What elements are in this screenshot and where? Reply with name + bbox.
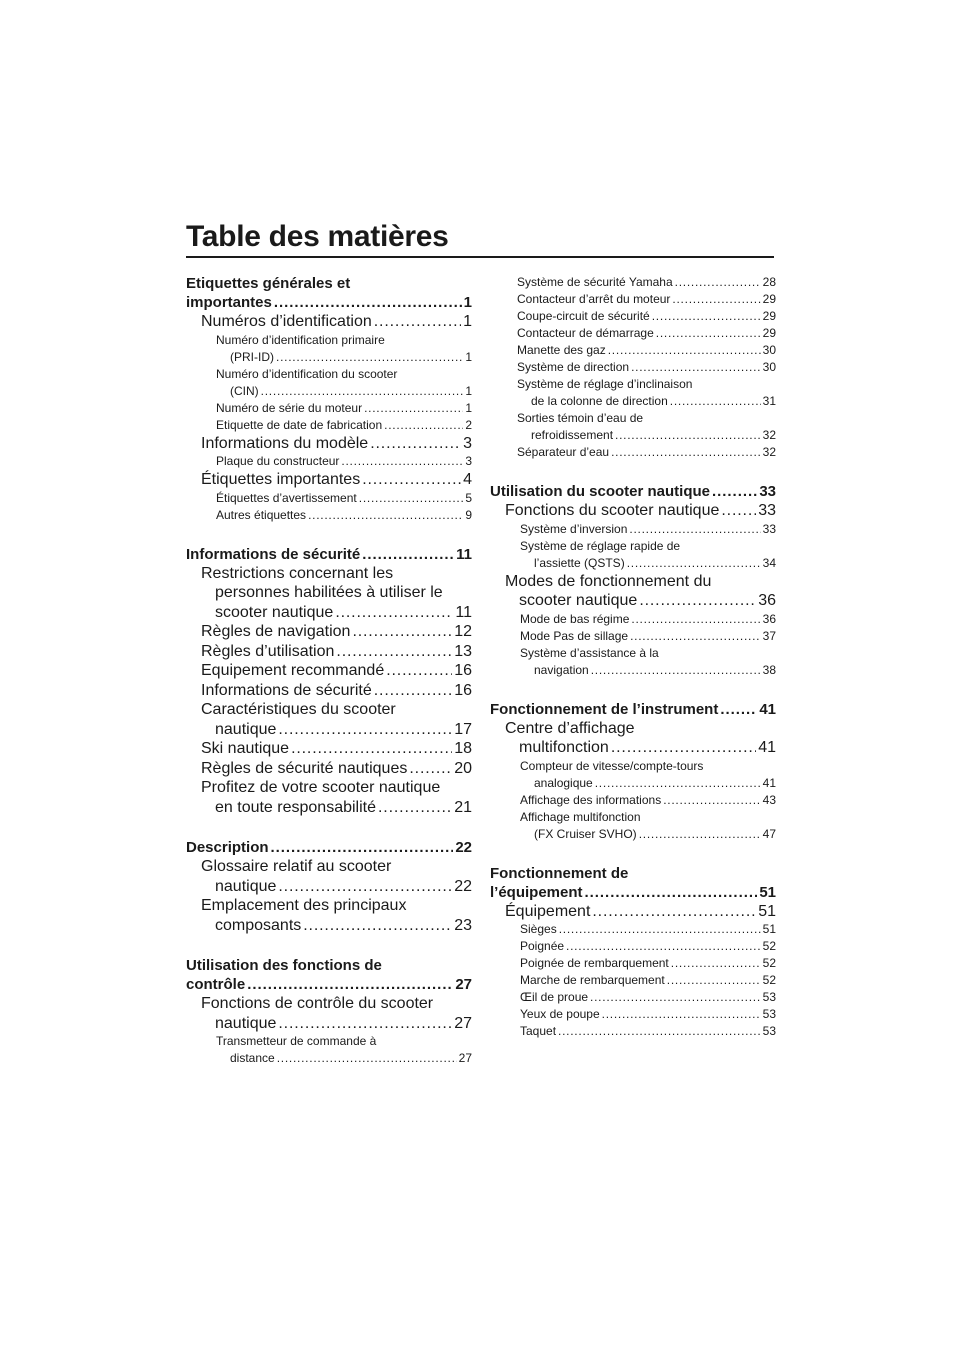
toc-page-number: 32: [762, 428, 776, 442]
toc-entry-text: Manette des gaz: [517, 343, 606, 357]
toc-entry-text: Système d’inversion: [520, 521, 628, 536]
toc-column-left: [186, 274, 472, 1067]
dot-leader: [276, 349, 463, 366]
toc-page-number: 2: [465, 417, 472, 432]
toc-entry-level-2[interactable]: [186, 759, 472, 779]
toc-page-number: 28: [762, 275, 776, 289]
toc-entry-level-1[interactable]: [186, 838, 472, 857]
toc-entry-level-3[interactable]: [490, 308, 776, 325]
dot-leader: [278, 877, 452, 897]
dot-leader: [278, 1014, 452, 1034]
toc-entry-level-1[interactable]: [490, 482, 776, 501]
toc-page-number: 1: [465, 400, 472, 415]
dot-leader: [359, 490, 464, 507]
toc-page-number: 29: [762, 292, 776, 306]
toc-entry-text: Numéro d’identification primaire: [216, 332, 385, 347]
toc-entry-text: importantes: [186, 294, 272, 311]
toc-entry-text: Autres étiquettes: [216, 507, 307, 522]
toc-entry-level-3[interactable]: [186, 507, 472, 524]
toc-entry-text: Contacteur d’arrêt du moteur: [517, 292, 671, 306]
dot-leader: [629, 521, 760, 538]
dot-leader: [721, 501, 756, 521]
toc-entry-level-3[interactable]: [490, 921, 776, 938]
toc-entry-text: Glossaire relatif au scooter: [201, 858, 392, 875]
toc-entry-text: navigation: [534, 662, 589, 677]
toc-entry-text: Système de réglage d’inclinaison: [517, 377, 693, 391]
toc-page-number: 1: [463, 313, 472, 330]
toc-entry-text: Caractéristiques du scooter: [201, 701, 396, 718]
toc-entry-text: personnes habilitées à utiliser le: [215, 584, 443, 601]
toc-entry-text: nautique: [215, 720, 277, 738]
toc-entry-level-3[interactable]: [490, 972, 776, 989]
dot-leader: [720, 700, 757, 719]
toc-entry-text: (FX Cruiser SVHO): [534, 826, 637, 841]
dot-leader: [639, 591, 756, 611]
dot-leader: [611, 444, 761, 461]
toc-entry-text: Système de direction: [517, 360, 630, 374]
toc-entry-text: Taquet: [520, 1024, 557, 1038]
toc-page-number: 1: [463, 294, 472, 311]
section-gap: [186, 817, 472, 838]
toc-entry-level-3[interactable]: [490, 611, 776, 628]
toc-entry-level-2[interactable]: [186, 642, 472, 662]
dot-leader: [671, 955, 761, 972]
dot-leader: [592, 902, 756, 922]
toc-page-number: 53: [762, 990, 776, 1004]
toc-entry-level-1[interactable]: [186, 956, 472, 994]
toc-entry-text: Informations de sécurité: [201, 681, 372, 699]
dot-leader: [374, 312, 461, 332]
toc-entry-level-2[interactable]: [186, 681, 472, 701]
page-title: Table des matières: [186, 220, 449, 253]
toc-page-number: 33: [759, 483, 776, 500]
toc-entry-level-2[interactable]: [490, 719, 776, 758]
dot-leader: [386, 661, 452, 681]
dot-leader: [585, 883, 758, 902]
toc-page-number: 51: [758, 902, 776, 920]
toc-entry-text: Equipement recommandé: [201, 662, 385, 679]
toc-entry-text: composants: [215, 916, 302, 934]
toc-entry-text: Équipement: [505, 902, 591, 920]
toc-page-number: 51: [762, 922, 776, 936]
toc-entry-level-2[interactable]: [186, 661, 472, 681]
toc-entry-level-3[interactable]: [186, 400, 472, 417]
toc-entry-text: Étiquettes d’avertissement: [216, 490, 357, 505]
toc-page-number: 27: [454, 1014, 472, 1032]
toc-entry-level-3[interactable]: [490, 538, 776, 572]
toc-page-number: 22: [455, 839, 472, 856]
toc-entry-level-2[interactable]: [186, 622, 472, 642]
dot-leader: [615, 427, 761, 444]
toc-page-number: 12: [454, 623, 472, 640]
dot-leader: [667, 972, 761, 989]
dot-leader: [670, 393, 761, 410]
title-divider: [186, 256, 774, 258]
toc-page-number: 13: [454, 642, 472, 660]
toc-entry-level-3[interactable]: [490, 792, 776, 809]
toc-column-right: [490, 274, 776, 1040]
toc-entry-level-3[interactable]: [490, 521, 776, 538]
dot-leader: [374, 681, 452, 701]
toc-page-number: 5: [465, 490, 472, 505]
dot-leader: [631, 611, 760, 628]
toc-entry-text: Utilisation du scooter nautique: [490, 483, 711, 500]
dot-leader: [247, 975, 453, 994]
toc-entry-text: Mode Pas de sillage: [520, 628, 629, 643]
toc-entry-level-3[interactable]: [490, 628, 776, 645]
toc-entry-level-3[interactable]: [186, 453, 472, 470]
dot-leader: [630, 628, 761, 645]
dot-leader: [261, 383, 464, 400]
toc-entry-level-1[interactable]: [490, 700, 776, 719]
toc-entry-level-2[interactable]: [186, 896, 472, 935]
toc-entry-level-3[interactable]: [490, 325, 776, 342]
toc-page-number: 43: [762, 792, 776, 807]
dot-leader: [277, 1050, 457, 1067]
toc-page-number: 27: [455, 976, 472, 993]
dot-leader: [370, 434, 461, 454]
toc-page-number: 33: [762, 521, 776, 536]
dot-leader: [656, 325, 761, 342]
toc-page-number: 23: [454, 916, 472, 934]
dot-leader: [591, 662, 761, 679]
toc-page-number: 30: [762, 360, 776, 374]
dot-leader: [291, 739, 452, 759]
toc-entry-text: Compteur de vitesse/compte-tours: [520, 758, 704, 773]
toc-page-number: 21: [454, 798, 472, 816]
dot-leader: [364, 400, 463, 417]
toc-page-number: 52: [762, 973, 776, 987]
toc-entry-level-3[interactable]: [490, 444, 776, 461]
toc-page-number: 29: [762, 326, 776, 340]
toc-entry-level-3[interactable]: [186, 490, 472, 507]
toc-entry-text: Etiquette de date de fabrication: [216, 417, 383, 432]
dot-leader: [627, 555, 761, 572]
toc-page-number: 51: [759, 883, 776, 901]
toc-page-number: 1: [465, 383, 472, 398]
toc-entry-text: en toute responsabilité: [215, 798, 376, 816]
toc-page-number: 41: [758, 739, 776, 756]
toc-entry-text: Système d’assistance à la: [520, 645, 659, 660]
toc-entry-level-3[interactable]: [490, 274, 776, 291]
toc-entry-text: l’équipement: [490, 883, 583, 901]
toc-page-number: 37: [762, 628, 776, 643]
toc-entry-level-3[interactable]: [490, 291, 776, 308]
dot-leader: [362, 545, 454, 564]
toc-page-number: 27: [458, 1051, 472, 1065]
toc-entry-text: Fonctions du scooter nautique: [505, 502, 720, 519]
toc-entry-text: Œil de proue: [520, 990, 589, 1004]
toc-entry-text: Numéro d’identification du scooter: [216, 366, 398, 381]
toc-entry-text: Coupe-circuit de sécurité: [517, 309, 650, 323]
toc-entry-text: Affichage multifonction: [520, 809, 641, 824]
toc-entry-level-3[interactable]: [490, 989, 776, 1006]
dot-leader: [712, 482, 757, 501]
toc-entry-text: Règles de sécurité nautiques: [201, 759, 408, 777]
toc-entry-level-3[interactable]: [490, 645, 776, 679]
toc-entry-level-2[interactable]: [490, 902, 776, 922]
toc-entry-level-3[interactable]: [490, 410, 776, 444]
toc-page-number: 22: [454, 877, 472, 895]
dot-leader: [590, 989, 761, 1006]
toc-entry-text: Etiquettes générales et: [186, 275, 351, 292]
toc-page-number: 47: [762, 826, 776, 841]
toc-entry-text: Transmetteur de commande à: [216, 1034, 377, 1048]
toc-entry-text: (PRI-ID): [230, 349, 274, 364]
dot-leader: [378, 798, 452, 818]
toc-entry-level-3[interactable]: [490, 809, 776, 843]
toc-page-number: 4: [463, 471, 472, 488]
toc-entry-level-1[interactable]: [490, 864, 776, 902]
dot-leader: [663, 792, 760, 809]
toc-entry-level-3[interactable]: [490, 342, 776, 359]
toc-entry-text: Séparateur d’eau: [517, 445, 610, 459]
toc-entry-text: Yeux de poupe: [520, 1007, 600, 1021]
toc-entry-text: Poignée: [520, 939, 565, 953]
dot-leader: [409, 759, 452, 779]
dot-leader: [652, 308, 761, 325]
section-gap: [186, 935, 472, 956]
toc-page-number: 30: [762, 343, 776, 357]
dot-leader: [362, 470, 461, 490]
toc-page-number: 20: [454, 759, 472, 777]
dot-leader: [271, 838, 454, 857]
toc-entry-level-3[interactable]: [490, 1023, 776, 1040]
toc-entry-level-2[interactable]: [186, 778, 472, 817]
toc-entry-level-2[interactable]: [186, 312, 472, 332]
toc-entry-text: Ski nautique: [201, 740, 290, 757]
toc-page-number: 3: [465, 454, 472, 468]
toc-entry-text: Informations du modèle: [201, 434, 369, 452]
toc-entry-text: Règles de navigation: [201, 623, 351, 640]
toc-entry-level-2[interactable]: [186, 857, 472, 896]
toc-page-number: 16: [454, 662, 472, 679]
toc-entry-text: nautique: [215, 877, 277, 895]
dot-leader: [278, 720, 452, 740]
toc-entry-level-3[interactable]: [490, 1006, 776, 1023]
toc-entry-text: l’assiette (QSTS): [534, 555, 625, 570]
toc-entry-text: Fonctions de contrôle du scooter: [201, 995, 434, 1012]
toc-entry-level-3[interactable]: [186, 332, 472, 366]
toc-page-number: 11: [455, 603, 472, 621]
toc-entry-level-3[interactable]: [490, 955, 776, 972]
toc-page-number: 33: [758, 502, 776, 519]
dot-leader: [672, 291, 760, 308]
toc-entry-text: Système de réglage rapide de: [520, 538, 681, 553]
toc-entry-level-2[interactable]: [186, 700, 472, 739]
dot-leader: [631, 359, 761, 376]
toc-entry-text: Utilisation des fonctions de: [186, 957, 382, 974]
toc-entry-level-2[interactable]: [490, 501, 776, 521]
dot-leader: [566, 938, 761, 955]
toc-entry-text: Description: [186, 839, 269, 856]
toc-entry-level-3[interactable]: [186, 366, 472, 400]
toc-page-number: 38: [762, 662, 776, 677]
toc-entry-level-1[interactable]: [186, 274, 472, 312]
toc-entry-level-2[interactable]: [186, 739, 472, 759]
toc-entry-text: Affichage des informations: [520, 792, 662, 807]
toc-page-number: 41: [762, 775, 776, 790]
dot-leader: [558, 1023, 761, 1040]
toc-page-number: 53: [762, 1024, 776, 1038]
toc-entry-text: Centre d’affichage: [505, 719, 635, 737]
toc-entry-text: Poignée de rembarquement: [520, 956, 669, 970]
toc-entry-level-2[interactable]: [186, 564, 472, 623]
toc-entry-text: Numéro de série du moteur: [216, 400, 363, 415]
dot-leader: [602, 1006, 761, 1023]
toc-entry-text: Numéros d’identification: [201, 313, 372, 330]
toc-entry-text: Informations de sécurité: [186, 545, 361, 563]
toc-page-number: 41: [759, 700, 776, 718]
toc-entry-text: Marche de rembarquement: [520, 973, 665, 987]
section-gap: [490, 843, 776, 864]
toc-entry-text: Règles d’utilisation: [201, 642, 335, 660]
toc-entry-text: Emplacement des principaux: [201, 897, 407, 914]
toc-page-number: 9: [465, 507, 472, 522]
section-gap: [490, 679, 776, 700]
toc-entry-text: Étiquettes importantes: [201, 471, 361, 488]
toc-entry-text: Fonctionnement de l’instrument: [490, 700, 719, 718]
dot-leader: [595, 775, 761, 792]
toc-entry-text: Profitez de votre scooter nautique: [201, 779, 441, 796]
toc-entry-text: analogique: [534, 775, 593, 790]
toc-page-number: 3: [463, 434, 472, 452]
toc-page-number: 29: [762, 309, 776, 323]
toc-entry-level-3[interactable]: [490, 376, 776, 410]
dot-leader: [341, 453, 463, 470]
dot-leader: [608, 342, 761, 359]
toc-page-number: 36: [758, 592, 776, 609]
toc-entry-level-3[interactable]: [490, 359, 776, 376]
toc-entry-text: refroidissement: [531, 428, 614, 442]
toc-entry-text: scooter nautique: [215, 603, 334, 621]
toc-entry-level-2[interactable]: [186, 470, 472, 490]
toc-entry-text: multifonction: [519, 739, 609, 756]
toc-page-number: 31: [762, 394, 776, 408]
toc-entry-text: Plaque du constructeur: [216, 454, 340, 468]
toc-entry-level-3[interactable]: [186, 1033, 472, 1067]
toc-page-number: 52: [762, 939, 776, 953]
toc-entry-level-3[interactable]: [490, 758, 776, 792]
toc-entry-text: Contacteur de démarrage: [517, 326, 654, 340]
toc-page-number: 17: [454, 720, 472, 738]
toc-entry-text: Fonctionnement de: [490, 864, 629, 882]
toc-page-number: 32: [762, 445, 776, 459]
dot-leader: [384, 417, 463, 434]
dot-leader: [335, 603, 453, 623]
toc-entry-level-2[interactable]: [490, 572, 776, 611]
toc-page-number: 18: [454, 740, 472, 757]
toc-entry-level-2[interactable]: [186, 994, 472, 1033]
dot-leader: [639, 826, 761, 843]
toc-entry-text: distance: [230, 1051, 275, 1065]
toc-page-number: 1: [465, 349, 472, 364]
toc-entry-level-2[interactable]: [186, 434, 472, 454]
toc-entry-level-3[interactable]: [186, 417, 472, 434]
toc-entry-level-3[interactable]: [490, 938, 776, 955]
toc-entry-text: Modes de fonctionnement du: [505, 572, 712, 590]
toc-page-number: 53: [762, 1007, 776, 1021]
dot-leader: [559, 921, 761, 938]
toc-entry-text: Sorties témoin d’eau de: [517, 411, 644, 425]
toc-page-number: 11: [456, 545, 472, 563]
dot-leader: [675, 274, 761, 291]
dot-leader: [303, 916, 452, 936]
dot-leader: [611, 738, 756, 758]
toc-entry-level-1[interactable]: [186, 545, 472, 564]
section-gap: [490, 461, 776, 482]
toc-entry-text: nautique: [215, 1014, 277, 1032]
dot-leader: [336, 642, 452, 662]
toc-entry-text: Restrictions concernant les: [201, 564, 394, 582]
toc-page-number: 34: [762, 555, 776, 570]
dot-leader: [274, 293, 462, 312]
toc-entry-text: Sièges: [520, 922, 557, 936]
dot-leader: [352, 622, 452, 642]
section-gap: [186, 524, 472, 545]
toc-entry-text: de la colonne de direction: [531, 394, 668, 408]
toc-page-number: 52: [762, 956, 776, 970]
toc-entry-text: contrôle: [186, 976, 246, 993]
dot-leader: [308, 507, 463, 524]
toc-entry-text: scooter nautique: [519, 592, 638, 609]
toc-entry-text: (CIN): [230, 383, 259, 398]
toc-page-number: 36: [762, 611, 776, 626]
toc-page-number: 16: [454, 681, 472, 699]
toc-entry-text: Mode de bas régime: [520, 611, 630, 626]
toc-entry-text: Système de sécurité Yamaha: [517, 275, 673, 289]
